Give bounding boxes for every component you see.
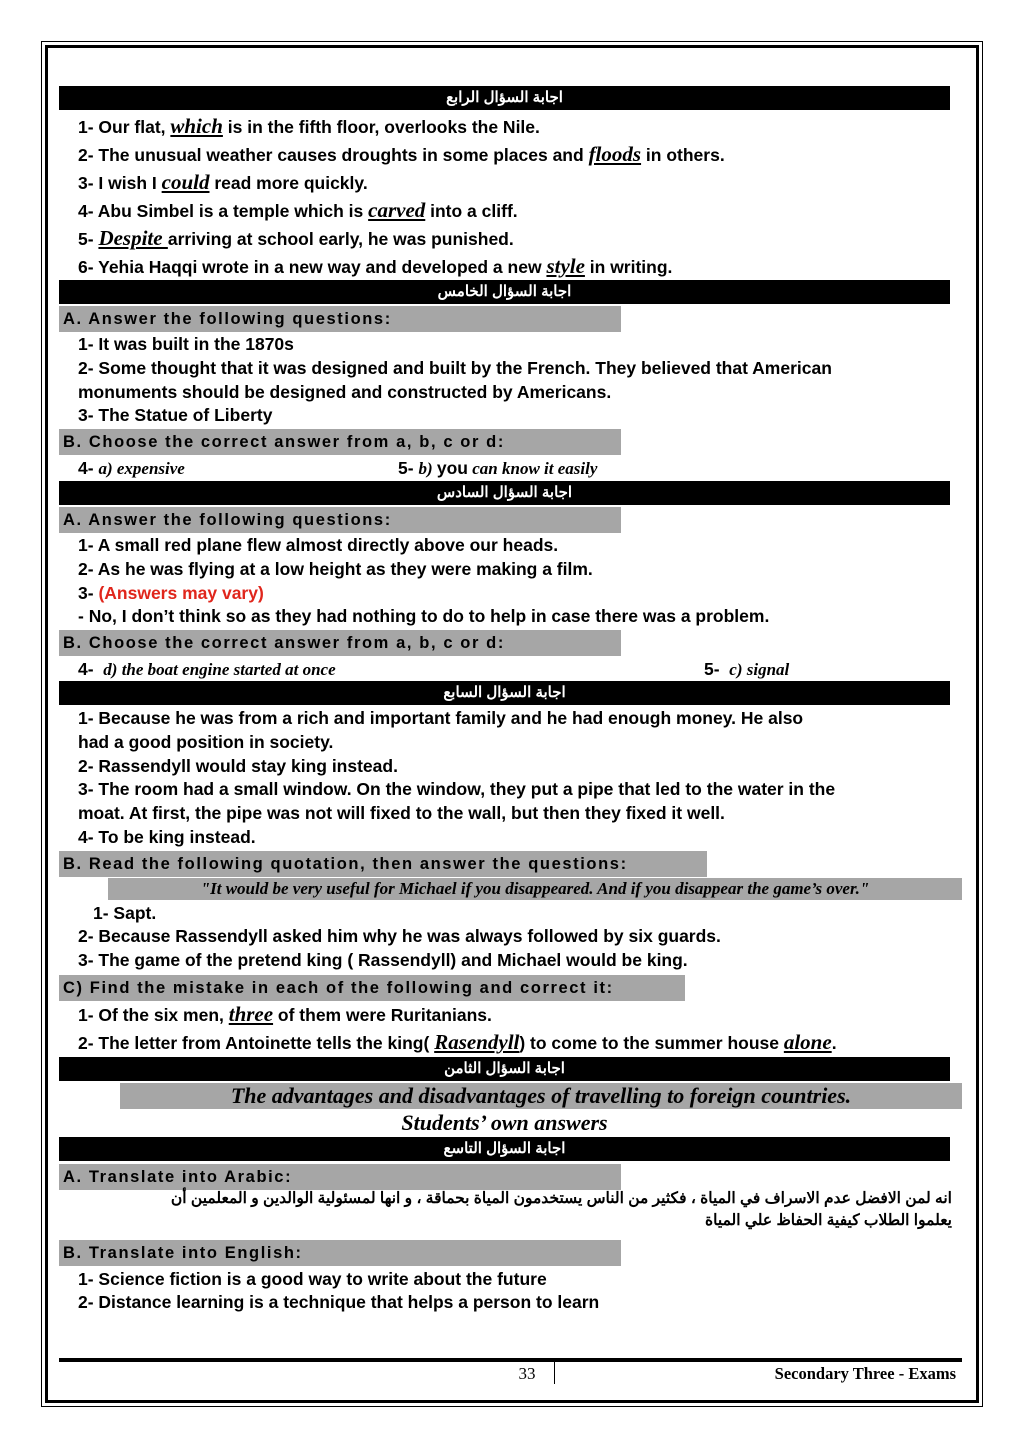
q7-line-2: had a good position in society. bbox=[78, 732, 334, 752]
q5-a-line-4: 3- The Statue of Liberty bbox=[78, 405, 273, 425]
q7-b-line-1: 1- Sapt. bbox=[93, 903, 157, 923]
q5-a-line-3: monuments should be designed and constructed by Americans. bbox=[78, 382, 612, 402]
q6-a-line-4: - No, I don’t think so as they had nothing to do to help in case there was a problem. bbox=[78, 606, 770, 626]
q4-answer-3: 3- I wish I could read more quickly. bbox=[78, 170, 368, 194]
q7-header: اجابة السؤال السابع bbox=[59, 681, 950, 705]
q7-quotation: "It would be very useful for Michael if you disappeared. And if you disappear the game’s over." bbox=[108, 878, 962, 900]
q6-b-answer-5: 5- c) signal bbox=[704, 659, 790, 679]
q4-answer-5: 5- Despite arriving at school early, he was punished. bbox=[78, 226, 514, 250]
q8-header: اجابة السؤال الثامن bbox=[59, 1057, 950, 1081]
q7-line-3: 2- Rassendyll would stay king instead. bbox=[78, 756, 398, 776]
q5-b-answer-5: 5- b) you can know it easily bbox=[398, 458, 598, 478]
q7-line-6: 4- To be king instead. bbox=[78, 827, 256, 847]
q4-answer-1: 1- Our flat, which is in the fifth floor, overlooks the Nile. bbox=[78, 114, 540, 138]
q6-a-line-1: 1- A small red plane flew almost directly above our heads. bbox=[78, 535, 559, 555]
q6-b-answer-4: 4- d) the boat engine started at once bbox=[78, 659, 336, 679]
footer-rule bbox=[59, 1358, 962, 1362]
q8-topic: The advantages and disadvantages of travelling to foreign countries. bbox=[120, 1083, 962, 1109]
footer-title: Secondary Three - Exams bbox=[774, 1364, 956, 1383]
q5-section-a-title: A. Answer the following questions: bbox=[59, 306, 621, 332]
q9-arabic-line-1: انه لمن الافضل عدم الاسراف في المياة ، فكثير من الناس يستخدمون المياة بحماقة ، و انها لمسئولية الوالدين و المعلمين أن bbox=[170, 1190, 952, 1207]
q7-b-line-3: 3- The game of the pretend king ( Rassendyll) and Michael would be king. bbox=[78, 950, 688, 970]
q4-answer-2: 2- The unusual weather causes droughts in some places and floods in others. bbox=[78, 142, 725, 166]
q6-section-a-title: A. Answer the following questions: bbox=[59, 507, 621, 533]
q4-answer-4: 4- Abu Simbel is a temple which is carved into a cliff. bbox=[78, 198, 518, 222]
q5-b-answer-4: 4- a) expensive bbox=[78, 458, 185, 478]
q9-section-a-title: A. Translate into Arabic: bbox=[59, 1164, 621, 1190]
q9-b-line-2: 2- Distance learning is a technique that helps a person to learn bbox=[78, 1292, 600, 1312]
q7-b-line-2: 2- Because Rassendyll asked him why he was always followed by six guards. bbox=[78, 926, 721, 946]
q7-line-4: 3- The room had a small window. On the window, they put a pipe that led to the water in the bbox=[78, 779, 836, 799]
q5-a-line-1: 1- It was built in the 1870s bbox=[78, 334, 294, 354]
q6-a-line-2: 2- As he was flying at a low height as they were making a film. bbox=[78, 559, 593, 579]
q7-section-b-title: B. Read the following quotation, then answer the questions: bbox=[59, 851, 707, 877]
q7-line-1: 1- Because he was from a rich and important family and he had enough money. He also bbox=[78, 708, 804, 728]
q5-header: اجابة السؤال الخامس bbox=[59, 280, 950, 304]
q9-arabic-line-2: يعلموا الطلاب كيفية الحفاظ علي المياة bbox=[705, 1212, 952, 1229]
q6-section-b-title: B. Choose the correct answer from a, b, c or d: bbox=[59, 630, 621, 656]
q5-a-line-2: 2- Some thought that it was designed and built by the French. They believed that American bbox=[78, 358, 832, 378]
q5-section-b-title: B. Choose the correct answer from a, b, c or d: bbox=[59, 429, 621, 455]
q6-header: اجابة السؤال السادس bbox=[59, 481, 950, 505]
q9-header: اجابة السؤال التاسع bbox=[59, 1137, 950, 1161]
page-number: 33 bbox=[518, 1364, 536, 1383]
q4-answer-6: 6- Yehia Haqqi wrote in a new way and developed a new style in writing. bbox=[78, 254, 673, 278]
q8-answer: Students’ own answers bbox=[401, 1110, 608, 1135]
q7-line-5: moat. At first, the pipe was not will fixed to the wall, but then they fixed it well. bbox=[78, 803, 725, 823]
q7-section-c-title: C) Find the mistake in each of the following and correct it: bbox=[59, 975, 685, 1001]
footer-divider bbox=[554, 1362, 555, 1384]
q4-header: اجابة السؤال الرابع bbox=[59, 86, 950, 110]
q7-c-line-1: 1- Of the six men, three of them were Ruritanians. bbox=[78, 1002, 492, 1026]
q9-section-b-title: B. Translate into English: bbox=[59, 1240, 621, 1266]
q7-c-line-2: 2- The letter from Antoinette tells the king( Rasendyll) to come to the summer house alone. bbox=[78, 1030, 837, 1054]
q9-b-line-1: 1- Science fiction is a good way to write about the future bbox=[78, 1269, 547, 1289]
q6-a-line-3: 3- (Answers may vary) bbox=[78, 583, 264, 603]
